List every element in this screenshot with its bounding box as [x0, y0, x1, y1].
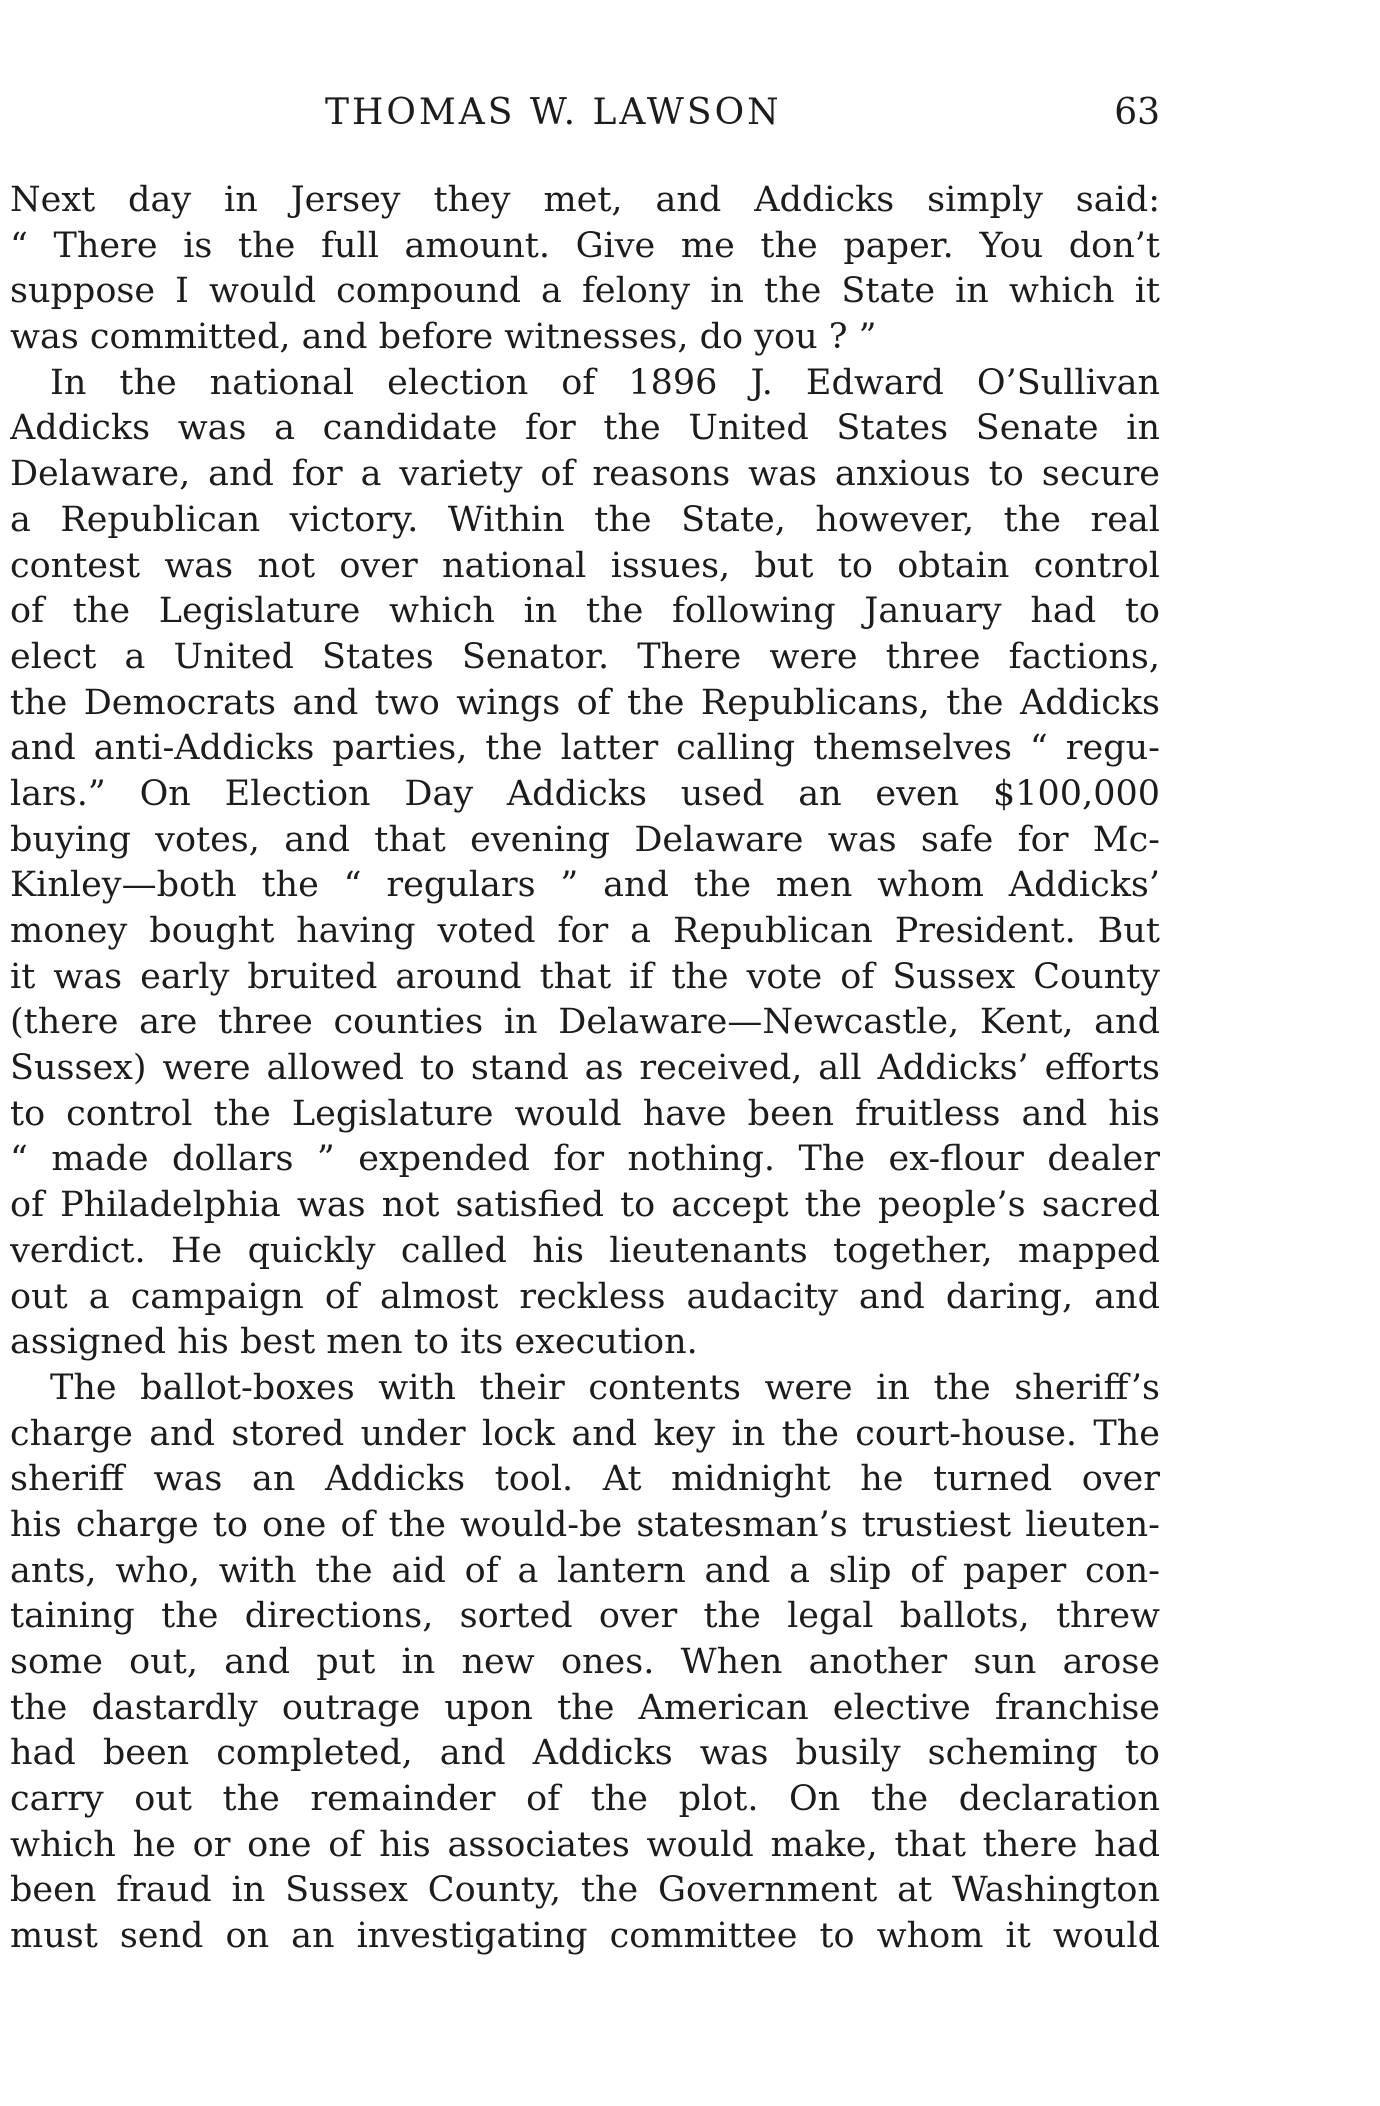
text-line: contest was not over national issues, but to obtain control: [10, 545, 1160, 586]
text-line: been fraud in Sussex County, the Government at Washington: [10, 1870, 1160, 1911]
text-line: charge and stored under lock and key in the court-house. The: [10, 1413, 1160, 1454]
text-line: Delaware, and for a variety of reasons was anxious to secure: [10, 454, 1160, 495]
text-line: Sussex) were allowed to stand as received, all Addicks’ efforts: [10, 1048, 1160, 1089]
paragraph-1: [10, 178, 1160, 361]
text-line: “ made dollars ” expended for nothing. The ex-flour dealer: [10, 1139, 1160, 1180]
text-line: (there are three counties in Delaware—Newcastle, Kent, and: [10, 1002, 1160, 1043]
paragraph-3: [10, 1366, 1160, 1960]
body-text: [10, 178, 1160, 1960]
text-line: elect a United States Senator. There were three factions,: [10, 636, 1160, 677]
text-line: taining the directions, sorted over the legal ballots, threw: [10, 1596, 1160, 1637]
text-line: carry out the remainder of the plot. On the declaration: [10, 1779, 1160, 1820]
text-line: his charge to one of the would-be statesman’s trustiest lieuten-: [10, 1504, 1160, 1545]
text-line: Next day in Jersey they met, and Addicks simply said:: [10, 180, 1160, 220]
text-line: assigned his best men to its execution.: [10, 1322, 698, 1363]
text-line: and anti-Addicks parties, the latter calling themselves “ regu-: [10, 728, 1160, 769]
text-line: In the national election of 1896 J. Edward O’Sullivan: [50, 362, 1160, 403]
running-title: THOMAS W. LAWSON: [325, 92, 782, 133]
text-line: Addicks was a candidate for the United States Senate in: [10, 408, 1160, 449]
text-line: of the Legislature which in the following January had to: [10, 591, 1160, 632]
page-number: 63: [1114, 92, 1160, 133]
text-line: suppose I would compound a felony in the State in which it: [10, 271, 1160, 312]
text-line: a Republican victory. Within the State, however, the real: [10, 499, 1160, 540]
text-line: to control the Legislature would have been fruitless and his: [10, 1093, 1160, 1134]
text-line: it was early bruited around that if the vote of Sussex County: [10, 956, 1160, 997]
running-head: [10, 88, 1160, 138]
text-line: the Democrats and two wings of the Republicans, the Addicks: [10, 682, 1160, 723]
text-line: Kinley—both the “ regulars ” and the men whom Addicks’: [10, 865, 1160, 906]
text-line: the dastardly outrage upon the American elective franchise: [10, 1687, 1160, 1728]
text-line: out a campaign of almost reckless audacity and daring, and: [10, 1276, 1160, 1317]
text-line: which he or one of his associates would make, that there had: [10, 1824, 1160, 1865]
text-line: must send on an investigating committee to whom it would: [10, 1916, 1160, 1957]
text-line: some out, and put in new ones. When another sun arose: [10, 1642, 1160, 1682]
text-line: “ There is the full amount. Give me the paper. You don’t: [10, 225, 1160, 266]
text-line: buying votes, and that evening Delaware was safe for Mc-: [10, 819, 1160, 860]
text-line: lars.” On Election Day Addicks used an even $100,000: [10, 773, 1160, 814]
text-line: was committed, and before witnesses, do you ? ”: [10, 317, 877, 358]
text-line: sheriff was an Addicks tool. At midnight he turned over: [10, 1459, 1160, 1500]
text-line: The ballot-boxes with their contents were in the sheriff’s: [50, 1367, 1160, 1408]
text-line: had been completed, and Addicks was busily scheming to: [10, 1733, 1160, 1774]
paragraph-2: [10, 361, 1160, 1366]
text-line: verdict. He quickly called his lieutenants together, mapped: [10, 1230, 1160, 1271]
text-line: ants, who, with the aid of a lantern and a slip of paper con-: [10, 1550, 1160, 1591]
text-line: money bought having voted for a Republican President. But: [10, 911, 1160, 951]
text-line: of Philadelphia was not satisfied to accept the people’s sacred: [10, 1185, 1160, 1226]
